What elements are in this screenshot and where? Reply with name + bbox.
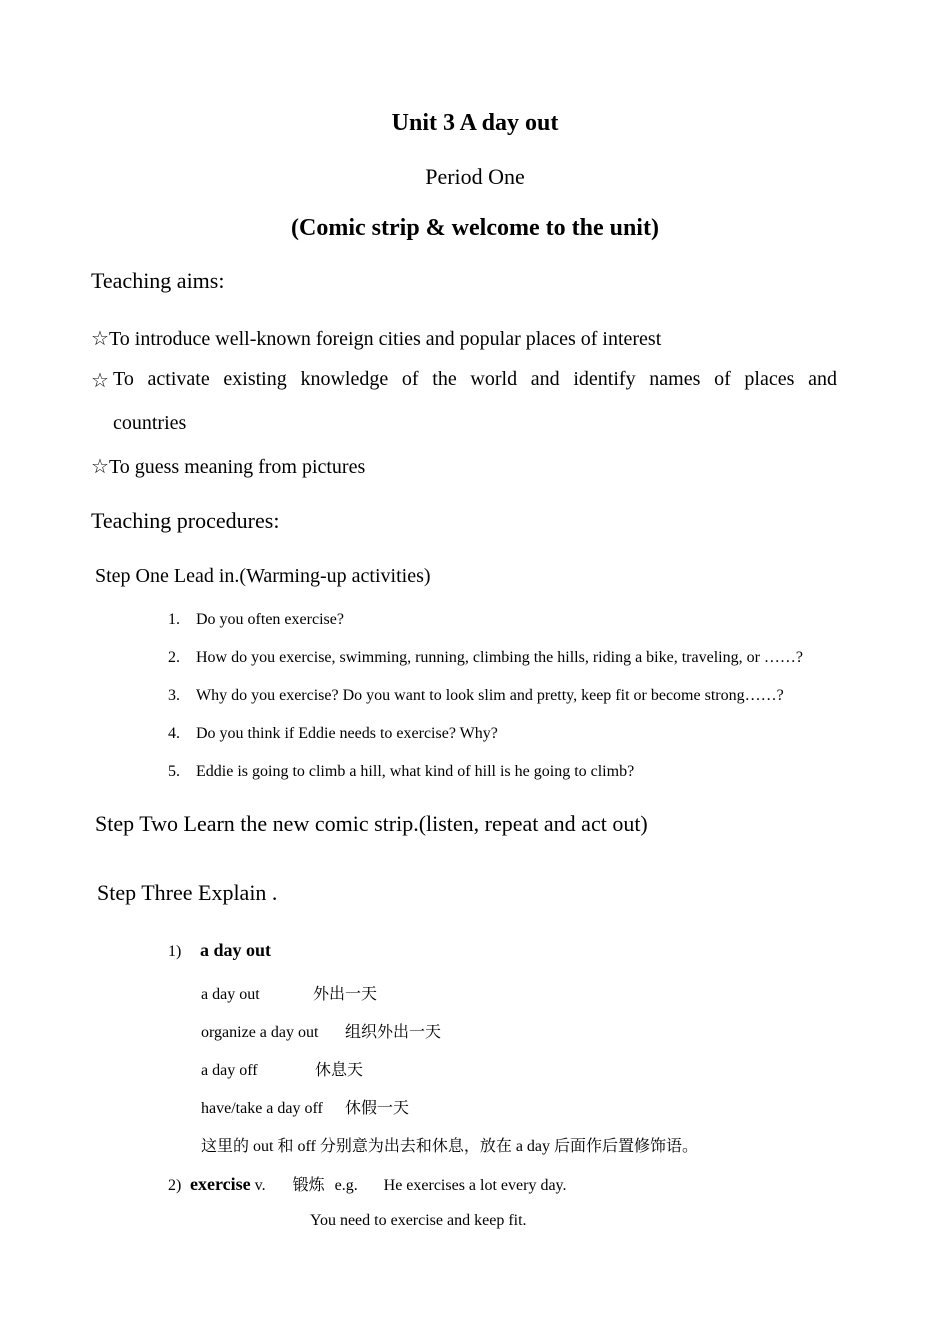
subtitle: (Comic strip & welcome to the unit) <box>291 215 659 241</box>
phrase-pair <box>201 1019 441 1042</box>
star-icon: ☆ <box>91 456 109 478</box>
list-number: 4. <box>168 725 180 742</box>
step-three-heading: Step Three Explain . <box>97 880 278 905</box>
aim-text: To introduce well-known foreign cities and popular places of interest <box>108 328 662 350</box>
teaching-aims-heading: Teaching aims: <box>91 268 225 293</box>
phrase-cn: 休息天 <box>315 1062 364 1079</box>
example-sentence: You need to exercise and keep fit. <box>310 1212 527 1229</box>
list-item <box>168 763 634 781</box>
list-item <box>168 725 498 743</box>
explain-item-1 <box>168 940 271 961</box>
eg-label: e.g. <box>334 1177 358 1194</box>
list-number: 1. <box>168 611 180 628</box>
phrase-pair <box>201 1057 363 1080</box>
phrase-en: a day out <box>201 986 260 1003</box>
phrase-cn: 组织外出一天 <box>345 1024 442 1041</box>
phrase-en: have/take a day off <box>201 1100 323 1117</box>
aim-text: To guess meaning from pictures <box>108 456 366 478</box>
question-text: How do you exercise, swimming, running, climbing the hills, riding a bike, traveling, or ……? <box>196 649 804 666</box>
item-number: 1) <box>168 943 182 960</box>
aim-item <box>91 326 661 351</box>
star-icon: ☆ <box>91 328 109 350</box>
question-text: Eddie is going to climb a hill, what kind of hill is he going to climb? <box>196 763 635 780</box>
aim-item <box>91 454 365 479</box>
list-number: 5. <box>168 763 180 780</box>
period-label: Period One <box>425 164 525 189</box>
phrase-en: organize a day out <box>201 1024 319 1041</box>
list-item <box>168 611 344 629</box>
star-icon: ☆ <box>91 370 109 392</box>
explain-note: 这里的 out 和 off 分别意为出去和休息，放在 a day 后面作后置修饰语。 <box>201 1138 699 1155</box>
list-number: 2. <box>168 649 180 666</box>
question-text: Do you think if Eddie needs to exercise? Why? <box>196 725 498 742</box>
aim-text: To activate existing knowledge of the world and identify names of places and <box>113 368 837 390</box>
item-number: 2) <box>168 1177 182 1194</box>
phrase-cn: 休假一天 <box>345 1100 410 1117</box>
question-text: Why do you exercise? Do you want to look slim and pretty, keep fit or become strong……? <box>196 687 784 704</box>
term-cn: 锻炼 <box>292 1177 325 1194</box>
aim-text-continued: countries <box>113 412 187 434</box>
item-term: a day out <box>200 940 272 960</box>
phrase-cn: 外出一天 <box>313 986 378 1003</box>
teaching-procedures-heading: Teaching procedures: <box>91 508 280 533</box>
phrase-en: a day off <box>201 1062 258 1079</box>
step-two-heading: Step Two Learn the new comic strip.(listen, repeat and act out) <box>95 811 648 836</box>
page-title: Unit 3 A day out <box>391 110 559 136</box>
phrase-pair <box>201 981 377 1004</box>
list-item <box>168 649 803 667</box>
step-one-heading: Step One Lead in.(Warming-up activities) <box>95 565 431 587</box>
question-text: Do you often exercise? <box>196 611 344 628</box>
part-of-speech: v. <box>254 1177 266 1194</box>
example-sentence: He exercises a lot every day. <box>383 1177 567 1194</box>
item-term: exercise <box>190 1174 251 1194</box>
list-item <box>168 687 784 705</box>
list-number: 3. <box>168 687 180 704</box>
aim-item <box>91 368 837 391</box>
phrase-pair <box>201 1095 409 1118</box>
explain-item-2 <box>168 1172 567 1195</box>
